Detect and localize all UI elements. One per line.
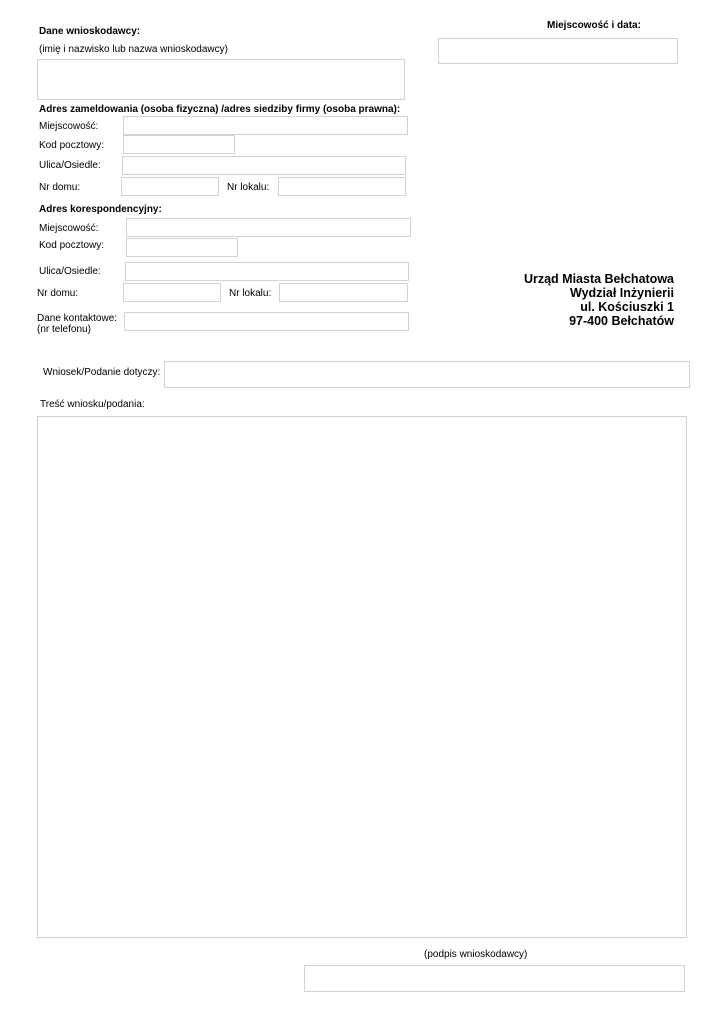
place-date-field[interactable] bbox=[438, 38, 678, 64]
contact-label-line2: (nr telefonu) bbox=[37, 324, 91, 335]
registered-city-label: Miejscowość: bbox=[39, 121, 99, 132]
applicant-name-field[interactable] bbox=[37, 59, 405, 100]
office-street: ul. Kościuszki 1 bbox=[580, 300, 674, 314]
content-textarea[interactable] bbox=[37, 416, 687, 938]
correspondence-house-field[interactable] bbox=[123, 283, 221, 302]
correspondence-postal-label: Kod pocztowy: bbox=[39, 240, 105, 251]
subject-field[interactable] bbox=[164, 361, 690, 388]
applicant-heading: Dane wnioskodawcy: bbox=[39, 26, 141, 37]
signature-field[interactable] bbox=[304, 965, 685, 992]
registered-postal-label: Kod pocztowy: bbox=[39, 140, 105, 151]
subject-label: Wniosek/Podanie dotyczy: bbox=[43, 367, 161, 378]
registered-house-label: Nr domu: bbox=[39, 182, 81, 193]
correspondence-street-field[interactable] bbox=[125, 262, 409, 281]
correspondence-city-label: Miejscowość: bbox=[39, 223, 99, 234]
correspondence-street-label: Ulica/Osiedle: bbox=[39, 266, 101, 277]
contact-label-line1: Dane kontaktowe: bbox=[37, 313, 118, 324]
correspondence-city-field[interactable] bbox=[126, 218, 411, 237]
registered-address-heading: Adres zameldowania (osoba fizyczna) /adres siedziby firmy (osoba prawna): bbox=[39, 104, 401, 115]
office-city: 97-400 Bełchatów bbox=[569, 314, 674, 328]
correspondence-apartment-label: Nr lokalu: bbox=[229, 288, 272, 299]
place-date-label: Miejscowość i data: bbox=[547, 20, 641, 31]
registered-street-label: Ulica/Osiedle: bbox=[39, 160, 101, 171]
correspondence-address-heading: Adres korespondencyjny: bbox=[39, 204, 162, 215]
registered-street-field[interactable] bbox=[122, 156, 406, 175]
content-label: Treść wniosku/podania: bbox=[40, 399, 145, 410]
correspondence-house-label: Nr domu: bbox=[37, 288, 79, 299]
correspondence-postal-field[interactable] bbox=[126, 238, 238, 257]
registered-apartment-label: Nr lokalu: bbox=[227, 182, 270, 193]
registered-apartment-field[interactable] bbox=[278, 177, 406, 196]
office-department: Wydział Inżynierii bbox=[570, 286, 674, 300]
contact-phone-field[interactable] bbox=[124, 312, 409, 331]
registered-house-field[interactable] bbox=[121, 177, 219, 196]
correspondence-apartment-field[interactable] bbox=[279, 283, 408, 302]
office-address bbox=[524, 272, 674, 328]
applicant-hint: (imię i nazwisko lub nazwa wnioskodawcy) bbox=[39, 44, 228, 55]
signature-label: (podpis wnioskodawcy) bbox=[424, 949, 528, 960]
registered-city-field[interactable] bbox=[123, 116, 408, 135]
registered-postal-field[interactable] bbox=[123, 135, 235, 154]
office-name: Urząd Miasta Bełchatowa bbox=[523, 272, 674, 286]
